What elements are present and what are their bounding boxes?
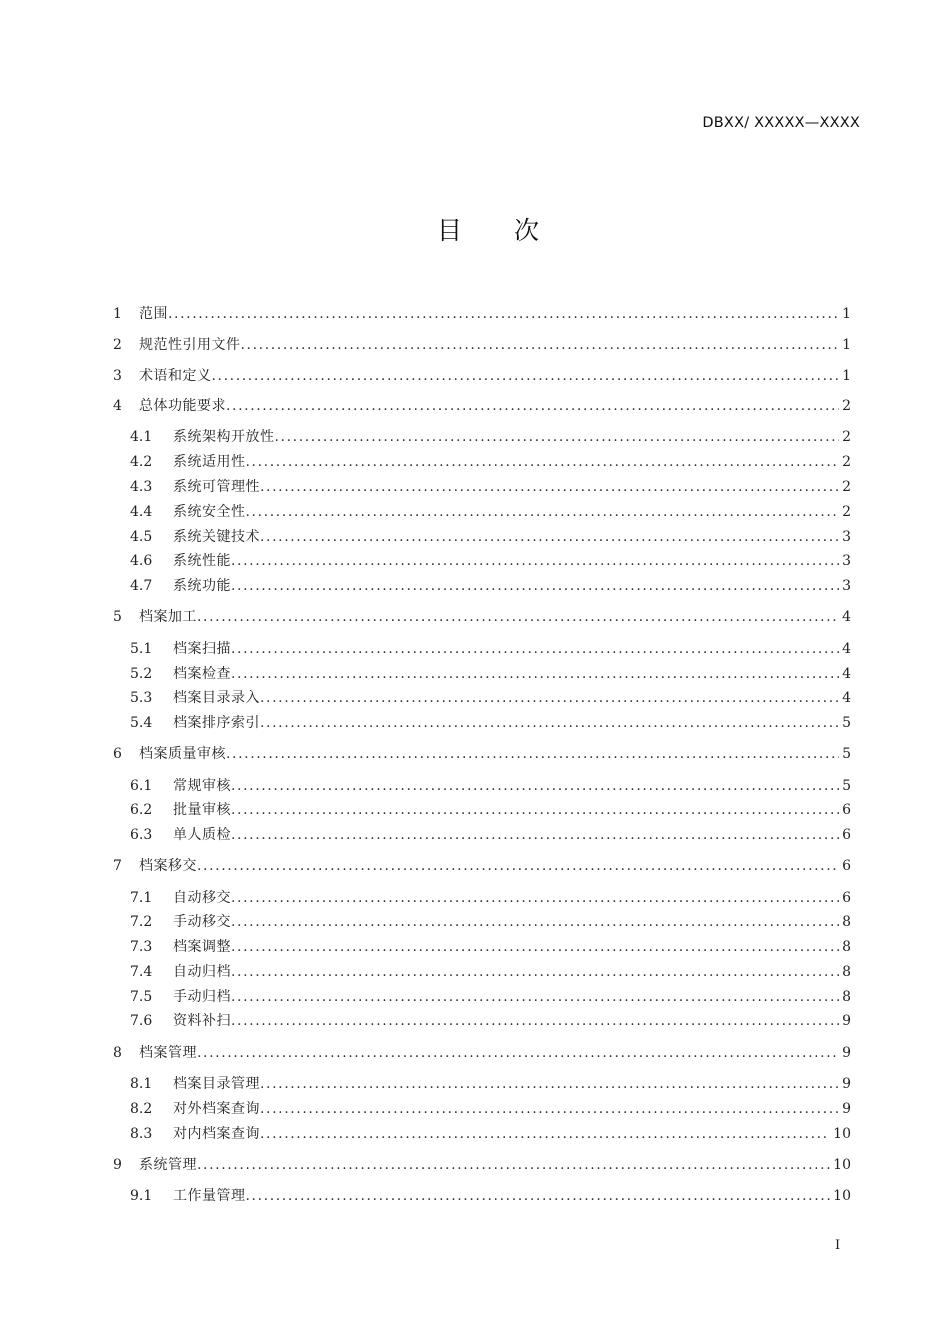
toc-entry-number: 4.1 [130, 429, 153, 445]
toc-entry-page: 2 [842, 454, 851, 470]
toc-entry-title: 系统架构开放性 [173, 429, 275, 445]
toc-entry-number: 6.1 [130, 778, 153, 794]
toc-entry-label [139, 607, 840, 627]
toc-entry-number: 7.6 [130, 1013, 153, 1029]
toc-entry-label [173, 1099, 840, 1119]
toc-entry-label [139, 304, 840, 324]
toc-entry-page: 10 [833, 1126, 851, 1142]
toc-entry-number: 7 [113, 858, 122, 874]
title-char-mu: 目 [436, 216, 462, 245]
dot-leader [231, 800, 839, 820]
dot-leader [260, 527, 839, 547]
toc-entry-title: 手动归档 [173, 989, 231, 1005]
toc-entry-title: 系统性能 [173, 553, 231, 569]
dot-leader [241, 335, 840, 355]
toc-entry-number: 5.4 [130, 715, 153, 731]
toc-entry-section[interactable] [0, 502, 950, 522]
toc-entry-chapter[interactable] [0, 335, 950, 355]
dot-leader [260, 688, 839, 708]
toc-entry-label [173, 937, 840, 957]
toc-entry-page: 5 [842, 746, 851, 762]
toc-entry-title: 自动归档 [173, 964, 231, 980]
toc-entry-number: 4 [113, 398, 122, 414]
toc-entry-section[interactable] [0, 664, 950, 684]
toc-entry-page: 8 [842, 939, 851, 955]
toc-entry-page: 3 [842, 578, 851, 594]
toc-entry-label [173, 1011, 840, 1031]
dot-leader [231, 912, 839, 932]
toc-entry-section[interactable] [0, 1011, 950, 1031]
toc-entry-title: 系统适用性 [173, 454, 246, 470]
toc-entry-label [139, 744, 840, 764]
toc-entry-label [173, 800, 840, 820]
toc-entry-title: 系统功能 [173, 578, 231, 594]
dot-leader [246, 452, 840, 472]
dot-leader [231, 664, 839, 684]
toc-entry-title: 自动移交 [173, 890, 231, 906]
toc-entry-label [173, 912, 840, 932]
toc-entry-label [173, 576, 840, 596]
toc-entry-section[interactable] [0, 576, 950, 596]
toc-entry-title: 档案扫描 [173, 641, 231, 657]
toc-entry-section[interactable] [0, 713, 950, 733]
dot-leader [246, 1186, 831, 1206]
toc-entry-section[interactable] [0, 1099, 950, 1119]
toc-entry-page: 4 [842, 641, 851, 657]
toc-entry-number: 5.1 [130, 641, 153, 657]
toc-entry-title: 档案质量审核 [139, 746, 226, 762]
dot-leader [231, 937, 839, 957]
dot-leader [168, 304, 839, 324]
toc-entry-title: 档案目录管理 [173, 1076, 260, 1092]
toc-entry-number: 6.3 [130, 827, 153, 843]
toc-entry-number: 6.2 [130, 802, 153, 818]
toc-entry-chapter[interactable] [0, 366, 950, 386]
page-number: I [835, 1238, 841, 1253]
toc-entry-label [173, 825, 840, 845]
toc-entry-page: 2 [842, 429, 851, 445]
toc-entry-number: 5.2 [130, 666, 153, 682]
toc-entry-title: 档案检查 [173, 666, 231, 682]
toc-entry-label [173, 452, 840, 472]
toc-entry-page: 8 [842, 914, 851, 930]
toc-entry-number: 7.5 [130, 989, 153, 1005]
toc-entry-section[interactable] [0, 987, 950, 1007]
toc-entry-page: 8 [842, 989, 851, 1005]
toc-entry-title: 档案加工 [139, 609, 197, 625]
dot-leader [246, 502, 840, 522]
toc-entry-number: 6 [113, 746, 122, 762]
toc-entry-section[interactable] [0, 962, 950, 982]
toc-entry-number: 7.2 [130, 914, 153, 930]
dot-leader [260, 713, 839, 733]
toc-entry-title: 范围 [139, 306, 168, 322]
toc-entry-section[interactable] [0, 688, 950, 708]
toc-entry-section[interactable] [0, 912, 950, 932]
toc-entry-page: 3 [842, 529, 851, 545]
toc-entry-number: 7.1 [130, 890, 153, 906]
toc-entry-page: 1 [842, 306, 851, 322]
toc-entry-label [173, 962, 840, 982]
toc-entry-number: 4.5 [130, 529, 153, 545]
dot-leader [197, 1155, 830, 1175]
toc-entry-section[interactable] [0, 800, 950, 820]
toc-entry-chapter[interactable] [0, 856, 950, 876]
toc-entry-chapter[interactable] [0, 744, 950, 764]
toc-entry-page: 2 [842, 479, 851, 495]
toc-entry-label [173, 888, 840, 908]
toc-entry-page: 4 [842, 690, 851, 706]
toc-entry-label [173, 502, 840, 522]
toc-entry-label [173, 427, 840, 447]
toc-entry-title: 系统管理 [139, 1157, 197, 1173]
toc-entry-number: 8.2 [130, 1101, 153, 1117]
toc-entry-page: 10 [833, 1188, 851, 1204]
dot-leader [226, 396, 839, 416]
toc-entry-page: 2 [842, 398, 851, 414]
toc-entry-number: 5.3 [130, 690, 153, 706]
toc-entry-title: 系统可管理性 [173, 479, 260, 495]
toc-entry-number: 7.3 [130, 939, 153, 955]
toc-entry-title: 手动移交 [173, 914, 231, 930]
toc-entry-title: 档案调整 [173, 939, 231, 955]
toc-entry-title: 档案管理 [139, 1045, 197, 1061]
toc-entry-label [139, 856, 840, 876]
toc-entry-label [173, 987, 840, 1007]
toc-entry-section[interactable] [0, 452, 950, 472]
toc-entry-title: 档案排序索引 [173, 715, 260, 731]
toc-entry-label [139, 396, 840, 416]
toc-entry-number: 7.4 [130, 964, 153, 980]
toc-entry-label [139, 366, 840, 386]
toc-entry-title: 对外档案查询 [173, 1101, 260, 1117]
toc-entry-title: 批量审核 [173, 802, 231, 818]
page-title [0, 213, 950, 249]
document-code: DBXX/ XXXXX—XXXX [702, 115, 860, 131]
toc-entry-title: 系统关键技术 [173, 529, 260, 545]
toc-entry-page: 6 [842, 890, 851, 906]
toc-entry-title: 工作量管理 [173, 1188, 246, 1204]
toc-entry-section[interactable] [0, 1186, 950, 1206]
toc-entry-title: 总体功能要求 [139, 398, 226, 414]
toc-entry-page: 6 [842, 858, 851, 874]
toc-entry-number: 8.3 [130, 1126, 153, 1142]
toc-entry-title: 档案目录录入 [173, 690, 260, 706]
toc-entry-number: 4.4 [130, 504, 153, 520]
toc-entry-number: 8 [113, 1045, 122, 1061]
toc-entry-title: 单人质检 [173, 827, 231, 843]
toc-entry-page: 6 [842, 802, 851, 818]
toc-entry-label [173, 713, 840, 733]
toc-entry-number: 4.2 [130, 454, 153, 470]
toc-entry-page: 5 [842, 715, 851, 731]
toc-entry-label [173, 1186, 831, 1206]
toc-entry-label [173, 551, 840, 571]
title-char-ci: 次 [514, 216, 540, 245]
toc-entry-label [173, 527, 840, 547]
toc-entry-page: 1 [842, 337, 851, 353]
toc-entry-section[interactable] [0, 888, 950, 908]
toc-entry-section[interactable] [0, 1124, 950, 1144]
dot-leader [260, 1074, 839, 1094]
toc-entry-page: 1 [842, 368, 851, 384]
toc-entry-label [139, 1043, 840, 1063]
toc-entry-page: 2 [842, 504, 851, 520]
toc-entry-title: 术语和定义 [139, 368, 212, 384]
toc-entry-number: 4.7 [130, 578, 153, 594]
dot-leader [275, 427, 840, 447]
toc-entry-label [173, 688, 840, 708]
toc-entry-chapter[interactable] [0, 304, 950, 324]
toc-entry-number: 4.6 [130, 553, 153, 569]
toc-entry-page: 8 [842, 964, 851, 980]
dot-leader [231, 576, 839, 596]
toc-entry-page: 9 [842, 1076, 851, 1092]
dot-leader [231, 962, 839, 982]
dot-leader [231, 987, 839, 1007]
toc-entry-number: 3 [113, 368, 122, 384]
toc-entry-section[interactable] [0, 937, 950, 957]
toc-entry-page: 4 [842, 609, 851, 625]
dot-leader [212, 366, 840, 386]
toc-entry-number: 9 [113, 1157, 122, 1173]
dot-leader [260, 1099, 839, 1119]
toc-entry-page: 9 [842, 1013, 851, 1029]
toc-entry-chapter[interactable] [0, 1043, 950, 1063]
toc-entry-number: 8.1 [130, 1076, 153, 1092]
dot-leader [231, 1011, 839, 1031]
toc-entry-section[interactable] [0, 639, 950, 659]
dot-leader [231, 825, 839, 845]
toc-entry-page: 9 [842, 1101, 851, 1117]
toc-entry-page: 3 [842, 553, 851, 569]
dot-leader [231, 888, 839, 908]
toc-entry-label [173, 477, 840, 497]
toc-entry-section[interactable] [0, 825, 950, 845]
toc-entry-number: 1 [113, 306, 122, 322]
toc-entry-section[interactable] [0, 551, 950, 571]
toc-entry-page: 9 [842, 1045, 851, 1061]
toc-entry-title: 常规审核 [173, 778, 231, 794]
dot-leader [231, 551, 839, 571]
toc-entry-chapter[interactable] [0, 396, 950, 416]
dot-leader [231, 776, 839, 796]
toc-entry-title: 规范性引用文件 [139, 337, 241, 353]
toc-entry-label [173, 776, 840, 796]
toc-entry-number: 5 [113, 609, 122, 625]
toc-entry-number: 9.1 [130, 1188, 153, 1204]
toc-entry-page: 4 [842, 666, 851, 682]
toc-entry-section[interactable] [0, 477, 950, 497]
toc-entry-label [139, 1155, 831, 1175]
toc-entry-title: 系统安全性 [173, 504, 246, 520]
toc-entry-title: 对内档案查询 [173, 1126, 260, 1142]
dot-leader [197, 607, 839, 627]
toc-entry-section[interactable] [0, 1074, 950, 1094]
toc-entry-section[interactable] [0, 776, 950, 796]
toc-entry-section[interactable] [0, 427, 950, 447]
toc-entry-number: 2 [113, 337, 122, 353]
toc-entry-title: 档案移交 [139, 858, 197, 874]
toc-entry-label [173, 639, 840, 659]
toc-entry-chapter[interactable] [0, 1155, 950, 1175]
toc-entry-page: 6 [842, 827, 851, 843]
toc-entry-title: 资料补扫 [173, 1013, 231, 1029]
toc-entry-label [173, 1074, 840, 1094]
toc-entry-label [173, 1124, 831, 1144]
dot-leader [197, 856, 839, 876]
dot-leader [197, 1043, 839, 1063]
toc-entry-section[interactable] [0, 527, 950, 547]
dot-leader [231, 639, 839, 659]
toc-entry-page: 10 [833, 1157, 851, 1173]
toc-entry-label [173, 664, 840, 684]
dot-leader [260, 477, 839, 497]
toc-entry-page: 5 [842, 778, 851, 794]
dot-leader [226, 744, 839, 764]
toc-entry-label [139, 335, 840, 355]
toc-entry-chapter[interactable] [0, 607, 950, 627]
dot-leader [260, 1124, 830, 1144]
toc-entry-number: 4.3 [130, 479, 153, 495]
